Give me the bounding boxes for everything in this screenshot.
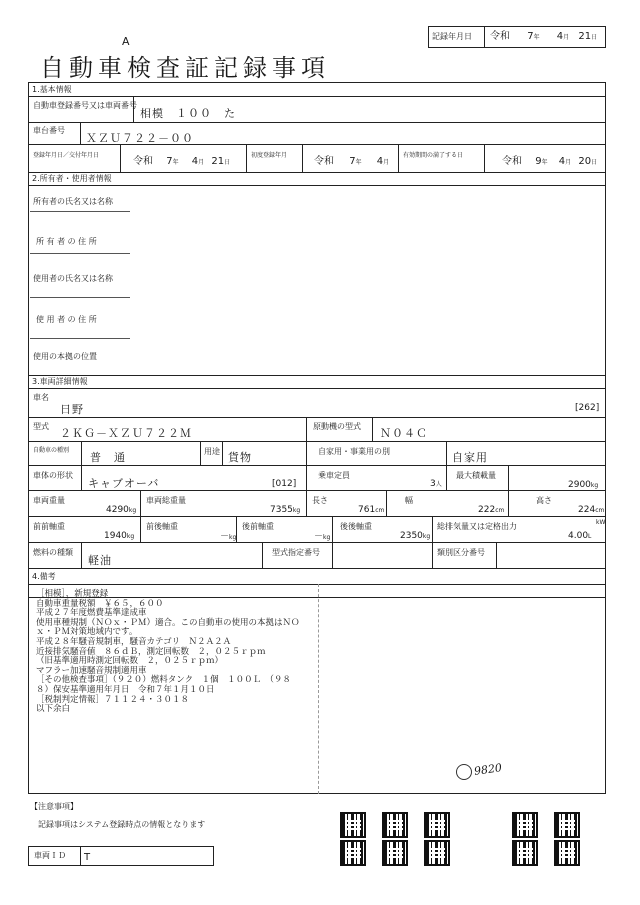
capacity-value: 3人 <box>430 479 442 489</box>
weight-value: 4290kg <box>106 505 137 515</box>
qr-code-1 <box>340 812 366 838</box>
notice-heading: 【注意事項】 <box>30 802 78 811</box>
reg-date-label: 登録年月日／交付年月日 <box>33 152 100 159</box>
remarks-line: ［税制判定情報］７１１２４・３０１８ <box>36 694 190 705</box>
gross-weight-value: 7355kg <box>270 505 301 515</box>
body-shape-label: 車体の形状 <box>33 471 73 480</box>
height-value: 224cm <box>578 505 605 515</box>
engine-label: 原動機の型式 <box>313 422 361 431</box>
type-designation-label: 型式指定番号 <box>272 548 320 557</box>
owner-address-label: 所 有 者 の 住 所 <box>36 237 97 246</box>
reg-date-value: 令和 7年 4月 21日 <box>133 156 231 167</box>
usage-label: 用途 <box>204 447 220 456</box>
section-3-heading: 3.車両詳細情報 <box>32 377 88 386</box>
remarks-line: マフラー加速騒音規制適用車 <box>36 665 147 676</box>
qr-code-6 <box>424 840 450 866</box>
fuel-value: 軽油 <box>88 554 112 567</box>
expiry-label: 有効期間の満了する日 <box>403 152 464 159</box>
remarks-line: 以下余白 <box>36 704 71 715</box>
reg-number-label: 自動車登録番号又は車両番号 <box>33 101 137 110</box>
displacement-unit-kw: kW <box>596 519 606 526</box>
fuel-label: 燃料の種類 <box>33 548 73 557</box>
length-label: 長さ <box>312 496 328 505</box>
vehicle-kind-label: 自動車の種別 <box>33 447 70 454</box>
page-mark: A <box>122 35 130 48</box>
page-title: 自動車検査証記録事項 <box>40 54 330 82</box>
seal-stamp <box>456 764 472 780</box>
section-4-heading: 4.備考 <box>32 572 56 581</box>
reg-number-value: 相模 １００ た <box>140 107 236 120</box>
vehicle-id-label: 車両ＩＤ <box>34 851 66 860</box>
rear-rear-axle-label: 後後軸重 <box>340 522 372 531</box>
maker-value: 日野 <box>60 403 84 416</box>
remarks-line: （旧基準適用時測定回転数 ２，０２５ｒｐｍ） <box>36 656 224 667</box>
front-front-axle-label: 前前軸重 <box>33 522 65 531</box>
weight-label: 車両重量 <box>33 496 65 505</box>
qr-code-9 <box>554 812 580 838</box>
height-label: 高さ <box>536 496 552 505</box>
usage-value: 貨物 <box>228 451 252 464</box>
qr-code-8 <box>512 840 538 866</box>
category-number-label: 類別区分番号 <box>437 548 485 557</box>
qr-code-3 <box>382 812 408 838</box>
displacement-value: 4.00L <box>568 531 592 541</box>
max-load-label: 最大積載量 <box>456 471 496 480</box>
user-name-label: 使用者の氏名又は名称 <box>33 274 113 283</box>
remarks-line: 平成２７年度燃費基準達成車 <box>36 608 147 619</box>
first-reg-value: 令和 7年 4月 <box>314 156 390 167</box>
qr-code-7 <box>512 812 538 838</box>
engine-value: Ｎ０４Ｃ <box>380 427 428 440</box>
displacement-label: 総排気量又は定格出力 <box>437 522 517 531</box>
remarks-line: 近接排気騒音値 ８６ｄＢ，測定回転数 ２，０２５ｒｐｍ <box>36 646 266 657</box>
remarks-list <box>36 590 300 715</box>
max-load-value: 2900kg <box>568 480 599 490</box>
private-business-label: 自家用・事業用の別 <box>318 447 390 456</box>
record-date-value: 令和 7年 4月 21日 <box>490 31 598 42</box>
qr-code-2 <box>340 840 366 866</box>
vehicle-kind-value: 普 通 <box>90 451 126 464</box>
width-label: 幅 <box>405 496 413 505</box>
remarks-line: 平成２８年騒音規制車，騒音カテゴリ Ｎ２Ａ２Ａ <box>36 636 232 647</box>
private-business-value: 自家用 <box>452 451 488 464</box>
body-shape-value: キャブオーバ <box>88 477 160 490</box>
maker-label: 車名 <box>33 393 49 402</box>
remarks-line: 自動車重量税額 ￥６５，６００ <box>36 598 164 609</box>
remarks-line: ８）保安基準適用年月日 令和７年１月１０日 <box>36 684 215 695</box>
remarks-line: ［その他検査事項］（９２０）燃料タンク １個 １００Ｌ （９８ <box>36 675 291 686</box>
notice-text: 記録事項はシステム登録時点の情報となります <box>38 820 206 829</box>
remarks-line: ｘ・ＰＭ対策地域内です。 <box>36 627 138 638</box>
rear-front-axle-value: －kg <box>314 532 331 542</box>
maker-code: [262] <box>575 403 600 413</box>
chassis-value: ＸＺＵ７２２－００ <box>86 132 194 145</box>
rear-rear-axle-value: 2350kg <box>400 531 431 541</box>
front-rear-axle-value: －kg <box>220 532 237 542</box>
user-address-label: 使 用 者 の 住 所 <box>36 315 97 324</box>
front-front-axle-value: 1940kg <box>104 531 135 541</box>
qr-code-5 <box>424 812 450 838</box>
model-label: 型式 <box>33 422 49 431</box>
remarks-line: 使用車種規制（ＮＯｘ・ＰＭ）適合。この自動車の使用の本拠はＮＯ <box>36 617 300 628</box>
width-value: 222cm <box>478 505 505 515</box>
stamp-number: 9820 <box>473 761 503 778</box>
qr-code-4 <box>382 840 408 866</box>
qr-code-10 <box>554 840 580 866</box>
body-shape-code: [012] <box>272 479 297 489</box>
vehicle-id-value: T <box>84 852 91 863</box>
section-1-heading: 1.基本情報 <box>32 85 72 94</box>
section-2-heading: 2.所有者・使用者情報 <box>32 174 112 183</box>
owner-name-label: 所有者の氏名又は名称 <box>33 197 113 206</box>
gross-weight-label: 車両総重量 <box>146 496 186 505</box>
rear-front-axle-label: 後前軸重 <box>242 522 274 531</box>
expiry-value: 令和 9年 4月 20日 <box>502 156 598 167</box>
model-value: ２ＫＧ－ＸＺＵ７２２Ｍ <box>60 427 192 440</box>
remarks-line: ［相模］，新規登録 <box>36 589 109 599</box>
base-location-label: 使用の本拠の位置 <box>33 352 97 361</box>
front-rear-axle-label: 前後軸重 <box>146 522 178 531</box>
capacity-label: 乗車定員 <box>318 471 350 480</box>
first-reg-label: 初度登録年月 <box>251 152 288 159</box>
length-value: 761cm <box>358 505 385 515</box>
record-date-label: 記録年月日 <box>432 32 472 41</box>
chassis-label: 車台番号 <box>33 126 65 135</box>
